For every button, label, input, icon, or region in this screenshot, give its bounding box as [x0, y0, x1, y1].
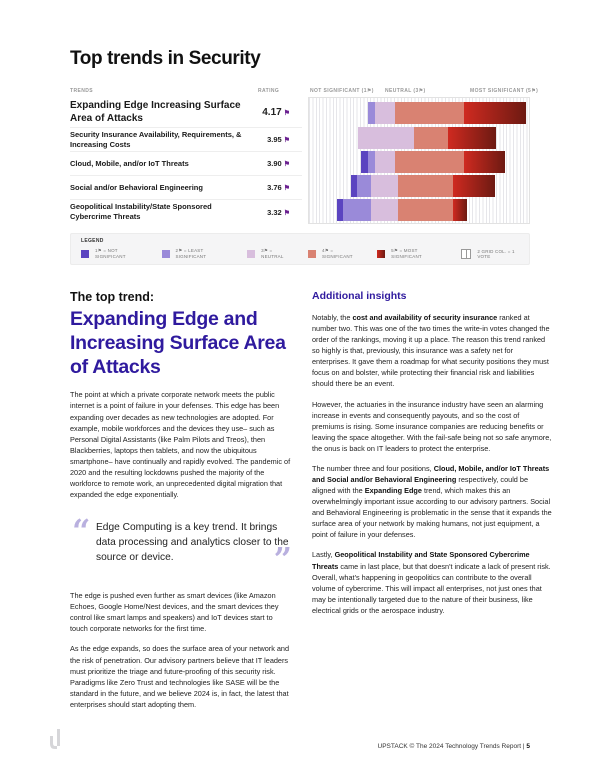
close-quote-icon: ” — [273, 540, 292, 579]
trend-row — [70, 176, 302, 200]
legend-item-grid-vote: 2 GRID COL. = 1 VOTE — [461, 249, 529, 259]
bar-expanding-edge — [368, 102, 526, 124]
trend-rating: 4.17 ⚑ — [262, 107, 290, 118]
trend-name: Expanding Edge Increasing Surface Area of Attacks — [70, 100, 241, 124]
paragraph: The point at which a private corporate network meets the public internet is a point of failure in your defenses. This edge has been expanding over decades as new technologies are adopted. For example, mobile workforces and the devices they use– such as Personal Digital Assistants (like Palm Pilots and Treos), then Blackberries, laptops then tablets, and now the ubiquitous smartphone– have continually and rapidly evolved. The pandemic of 2020 and the resulting lockdowns pushed the majority of the workforce to remote work, an unprecedented digital migration that expanded the edge exponentially. — [70, 390, 291, 500]
quote-text: Edge Computing is a key trend. It brings data processing and analytics closer to the source or device. — [96, 522, 289, 564]
trend-row — [70, 152, 302, 176]
col-header-trends: TRENDS — [70, 88, 93, 94]
trend-rating: 3.76 ⚑ — [267, 183, 290, 192]
paragraph: However, the actuaries in the insurance industry have seen an alarming increase in events and consequently payouts, and so the cost of premiums is rising. Some insurance companies are reducing benefits or leaving the space altogether. With the fail-safe being not so safe anymore, the onus is back on IT leaders to protect the enterprise. — [312, 399, 552, 453]
right-column — [312, 290, 552, 625]
trend-name: Cloud, Mobile, and/or IoT Threats — [70, 158, 189, 168]
bar-security-insurance — [358, 127, 496, 149]
legend-title: LEGEND — [81, 238, 104, 244]
legend-item-most-significant: 5⚑ = MOST SIGNIFICANT — [377, 248, 449, 259]
headline: Expanding Edge and Increasing Surface Area of Attacks — [70, 308, 286, 378]
paragraph: The edge is pushed even further as smart devices (like Amazon Echoes, Google Home/Nest devices, and the smart devices they control like smart lamps and speakers) and IoT devices start to touch corporate networks for the first time. — [70, 591, 279, 634]
legend-item-not-significant: 1⚑ = NOT SIGNIFICANT — [81, 248, 150, 259]
stacked-bar-chart — [308, 97, 530, 224]
left-column — [70, 290, 292, 710]
page-number: 5 — [526, 743, 530, 750]
col-header-not-significant: NOT SIGNIFICANT (1⚑) — [310, 88, 374, 94]
page-title: Top trends in Security — [70, 48, 261, 69]
paragraph: Notably, the cost and availability of security insurance ranked at number two. This was one of the two times the write-in votes changed the order of the rankings, moving it up a place. The reason this trend ranked so highly is that, previously, this insurance was a safety net for enterprises. It gave them a roadmap for what security positions they must focus on and bolster, while protecting their financial risk and liabilities should there be an event. — [312, 313, 550, 389]
legend-item-least-significant: 2⚑ = LEAST SIGNIFICANT — [162, 248, 236, 259]
pull-quote — [70, 512, 292, 579]
bar-social-engineering — [351, 175, 495, 197]
bar-geopolitical — [337, 199, 467, 221]
trend-name: Geopolitical Instability/State Sponsored Cybercrime Threats — [70, 202, 212, 221]
pin-icon: ⚑ — [283, 161, 290, 168]
bar-cloud-mobile-iot — [361, 151, 505, 173]
kicker: The top trend: — [70, 290, 155, 304]
legend-item-neutral: 3⚑ = NEUTRAL — [247, 248, 296, 259]
legend-item-significant: 4⚑ = SIGNIFICANT — [308, 248, 365, 259]
trend-rating: 3.95 ⚑ — [267, 135, 290, 144]
trend-rating: 3.32 ⚑ — [267, 207, 290, 217]
upstack-logo-icon — [48, 728, 62, 750]
trend-row — [70, 98, 302, 128]
col-header-neutral: NEUTRAL (3⚑) — [385, 88, 426, 94]
pin-icon: ⚑ — [283, 185, 290, 192]
trend-rating: 3.90 ⚑ — [267, 159, 290, 168]
chart-legend — [70, 233, 530, 265]
trend-name: Social and/or Behavioral Engineering — [70, 182, 203, 192]
grid-column-icon — [461, 249, 471, 259]
col-header-rating: RATING — [258, 88, 280, 94]
paragraph: Lastly, Geopolitical Instability and State Sponsored Cybercrime Threats came in last place, but that doesn't indicate a lack of present risk. Overall, what's happening in geopolitics can contribute to the overall volume of cybercrime. This will impact all enterprises, not just ones that may be intentionally targeted due to the nature of their business, like electrical grids or the aerospace industry. — [312, 550, 551, 615]
footer: UPSTACK © The 2024 Technology Trends Report | 5 — [377, 743, 530, 750]
paragraph: As the edge expands, so does the surface area of your network and the risk of penetration. Our advisory partners believe that IT leaders must prioritize the triage and future-proofing of this security risk. Paradigms like Zero Trust and technologies like SASE will be the standard in the future, and we believe 2024 is, in fact, the latest that enterprises should start adopting them. — [70, 644, 290, 709]
paragraph: The number three and four positions, Cloud, Mobile, and/or IoT Threats and Social and/or Behavioral Engineering respectively, could be aligned with the Expanding Edge trend, which makes this an overwhelmingly important issue according to our advisory partners. Social and Behavioral Engineering is problematic in the sense that it expands the surface area of your network by making humans, not just equipment, a point of failure in your defenses. — [312, 463, 552, 540]
col-header-most-significant: MOST SIGNIFICANT (5⚑) — [470, 88, 539, 94]
section-heading: Additional insights — [312, 290, 407, 302]
pin-icon: ⚑ — [283, 137, 290, 144]
trend-row — [70, 200, 302, 224]
trend-name: Security Insurance Availability, Requirements, & Increasing Costs — [70, 129, 242, 149]
pin-icon: ⚑ — [283, 110, 290, 117]
open-quote-icon: “ — [72, 512, 91, 551]
pin-icon: ⚑ — [283, 209, 290, 217]
trend-row — [70, 128, 302, 152]
